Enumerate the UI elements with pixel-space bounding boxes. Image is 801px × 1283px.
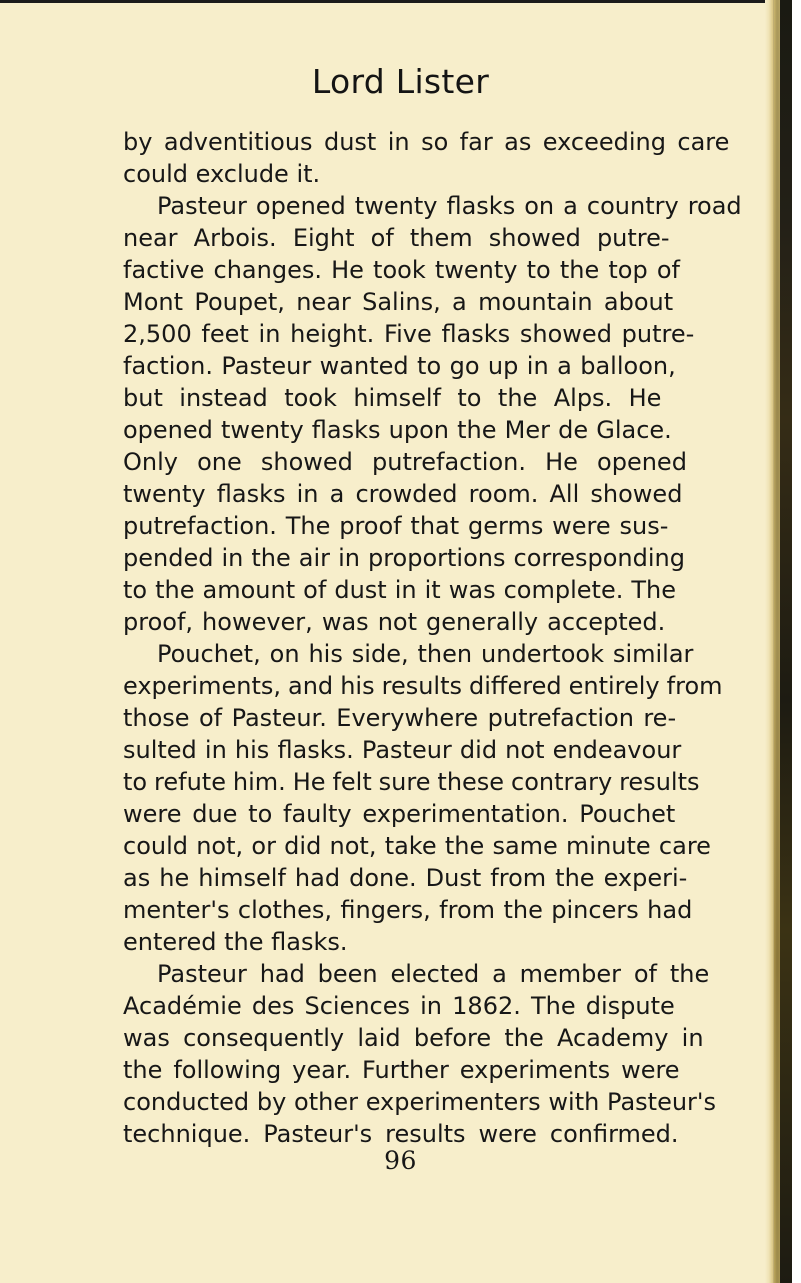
text-line: Mont Poupet, near Salins, a mountain about xyxy=(123,288,674,316)
text-line: could exclude it. xyxy=(123,160,321,188)
text-line: Pasteur opened twenty flasks on a country road xyxy=(157,192,742,220)
text-line: those of Pasteur. Everywhere putrefaction re- xyxy=(123,704,677,732)
text-line: was consequently laid before the Academy in xyxy=(123,1024,704,1052)
text-line: sulted in his flasks. Pasteur did not endeavour xyxy=(123,736,682,764)
text-line: experiments, and his results differed entirely from xyxy=(123,672,723,700)
text-line: faction. Pasteur wanted to go up in a balloon, xyxy=(123,352,676,380)
text-line: as he himself had done. Dust from the experi- xyxy=(123,864,688,892)
text-line: conducted by other experimenters with Pasteur's xyxy=(123,1088,717,1116)
text-line: near Arbois. Eight of them showed putre- xyxy=(123,224,670,252)
text-line: Pasteur had been elected a member of the xyxy=(157,960,710,988)
text-line: but instead took himself to the Alps. He xyxy=(123,384,662,412)
text-line: were due to faulty experimentation. Pouchet xyxy=(123,800,676,828)
book-spine-edge xyxy=(780,0,792,1283)
text-line: proof, however, was not generally accepted. xyxy=(123,608,666,636)
text-line: entered the flasks. xyxy=(123,928,348,956)
text-line: factive changes. He took twenty to the top of xyxy=(123,256,680,284)
text-line: Only one showed putrefaction. He opened xyxy=(123,448,687,476)
text-line: Pouchet, on his side, then undertook similar xyxy=(157,640,694,668)
text-line: opened twenty flasks upon the Mer de Glace. xyxy=(123,416,672,444)
text-line: technique. Pasteur's results were confirmed. xyxy=(123,1120,679,1148)
running-head: Lord Lister xyxy=(311,62,490,101)
page-number: 96 xyxy=(384,1146,417,1175)
text-line: menter's clothes, fingers, from the pincers had xyxy=(123,896,693,924)
text-line: could not, or did not, take the same minute care xyxy=(123,832,711,860)
top-scan-edge xyxy=(0,0,790,3)
text-line: Académie des Sciences in 1862. The dispute xyxy=(123,992,675,1020)
text-line: pended in the air in proportions corresponding xyxy=(123,544,685,572)
text-line: to the amount of dust in it was complete. The xyxy=(123,576,676,604)
text-line: twenty flasks in a crowded room. All showed xyxy=(123,480,683,508)
text-line: 2,500 feet in height. Five flasks showed putre- xyxy=(123,320,695,348)
text-line: the following year. Further experiments were xyxy=(123,1056,680,1084)
text-line: putrefaction. The proof that germs were sus- xyxy=(123,512,669,540)
text-line: by adventitious dust in so far as exceeding care xyxy=(123,128,730,156)
text-line: to refute him. He felt sure these contrary results xyxy=(123,768,700,796)
